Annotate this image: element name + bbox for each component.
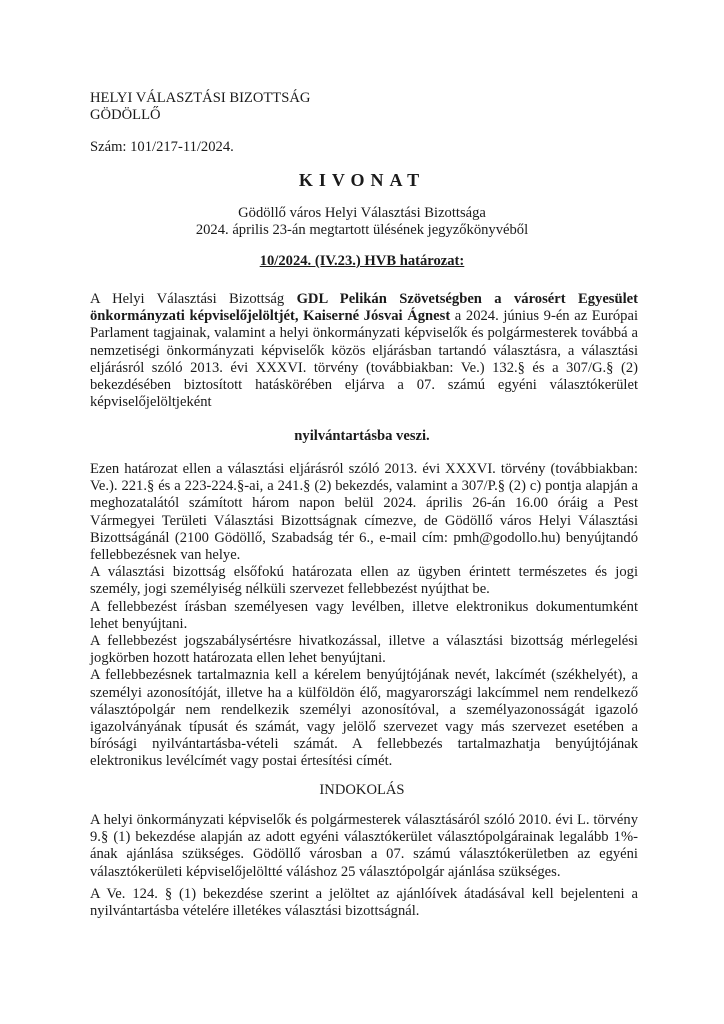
reasoning-paragraph: A Ve. 124. § (1) bekezdése szerint a jelöltet az ajánlóívek átadásával kell bejelenteni a nyilvántartásba vételére illetékes választási bizottságnál. <box>90 886 638 920</box>
organization-city: GÖDÖLLŐ <box>90 107 161 123</box>
decision-body: a 2024. június 9-én az Európai Parlament tagjainak, valamint a helyi önkormányzati képviselők és polgármesterek továbbá a nemzetiségi önkormányzati képviselők közös eljárásban tartandó választásra, a választási eljárásról szóló 2013. évi XXXVI. törvény (továbbiakban: Ve.) 132.§ és a 307/G.§ (2) bekezdésében biztosított hatáskörében eljárva a 07. számú egyéni választókerület képviselőjelöltjeként <box>90 308 638 411</box>
reasoning-heading: INDOKOLÁS <box>319 782 405 798</box>
candidate-name: GDL Pelikán Szövetségben a városért Egyesület önkormányzati képviselőjelöltjét, Kaiserné Jósvai Ágnest <box>90 291 638 325</box>
organization-name: HELYI VÁLASZTÁSI BIZOTTSÁG <box>90 90 311 106</box>
decision-paragraph <box>90 291 638 411</box>
decision-verdict: nyilvántartásba veszi. <box>294 428 430 444</box>
appeal-paragraph: A fellebbezést írásban személyesen vagy levélben, illetve elektronikus dokumentumként lehet benyújtani. <box>90 598 638 632</box>
reasoning-paragraph: A helyi önkormányzati képviselők és polgármesterek választásáról szóló 2010. évi L. törvény 9.§ (1) bekezdése alapján az adott egyéni választókerület választópolgárainak legalább 1%-ának ajánlása szükséges. Gödöllő városban a 07. számú választókerületben az egyéni választókerületi képviselőjelöltté váláshoz 25 választópolgár ajánlása szükséges. <box>90 812 638 880</box>
appeal-section <box>90 461 638 771</box>
reference-number: Szám: 101/217-11/2024. <box>90 139 234 155</box>
document-title: KIVONAT <box>298 170 426 190</box>
appeal-paragraph: A fellebbezést jogszabálysértésre hivatkozással, illetve a választási bizottság mérlegelési jogkörben hozott határozata ellen lehet benyújtani. <box>90 633 638 667</box>
subtitle-line-2: 2024. április 23-án megtartott ülésének jegyzőkönyvéből <box>195 222 529 238</box>
appeal-paragraph: Ezen határozat ellen a választási eljárásról szóló 2013. évi XXXVI. törvény (továbbiakban: Ve.). 221.§ és a 223-224.§-ai, a 241.§ (2) bekezdés, valamint a 307/P.§ (2) c) pontja alapján a meghozatalától számított három napon belül 2024. április 26-án 16.00 óráig a Pest Vármegyei Területi Választási Bizottságnak címezve, de Gödöllő város Helyi Választási Bizottságánál (2100 Gödöllő, Szabadság tér 6., e-mail cím: pmh@godollo.hu) benyújtandó fellebbezésnek van helye. <box>90 461 638 564</box>
document-subtitle <box>0 205 724 239</box>
decision-intro: A Helyi Választási Bizottság <box>90 291 297 307</box>
resolution-id: 10/2024. (IV.23.) HVB határozat: <box>259 253 465 269</box>
appeal-paragraph: A fellebbezésnek tartalmaznia kell a kérelem benyújtójának nevét, lakcímét (székhelyét), a személyi azonosítóját, illetve ha a külföldön élő, magyarországi lakcímmel nem rendelkező választópolgár nem rendelkezik személyi azonosítóval, a személyazonosságát igazoló igazolványának típusát és számát, vagy jelölő szervezet vagy más szervezet esetében a bírósági nyilvántartásba-vételi számát. A fellebbezés tartalmazhatja benyújtójának elektronikus levélcímét vagy postai értesítési címét. <box>90 667 638 770</box>
appeal-paragraph: A választási bizottság elsőfokú határozata ellen az ügyben érintett természetes és jogi személy, jogi személyiség nélküli szervezet fellebbezést nyújthat be. <box>90 564 638 598</box>
subtitle-line-1: Gödöllő város Helyi Választási Bizottsága <box>238 205 486 221</box>
